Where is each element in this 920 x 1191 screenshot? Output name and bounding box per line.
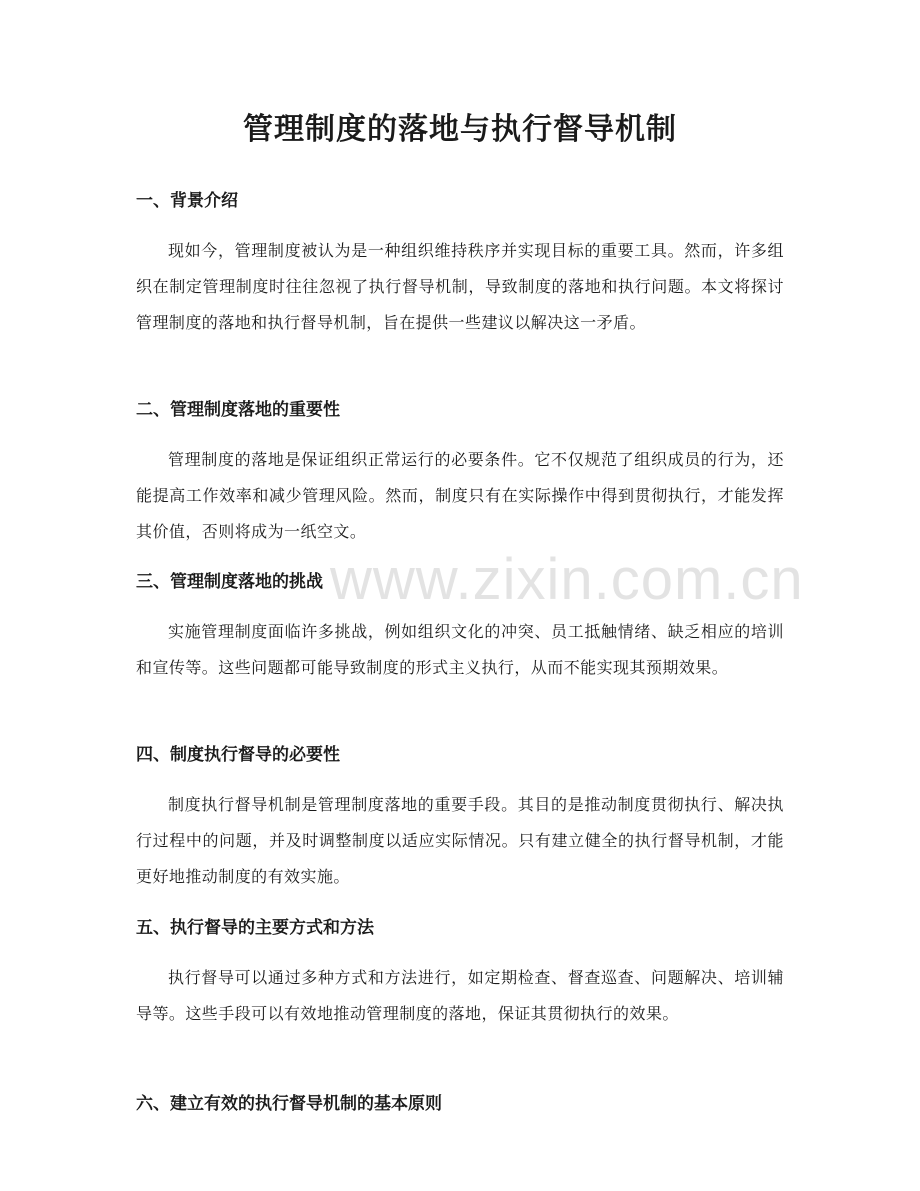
section-heading-2: 二、管理制度落地的重要性	[136, 400, 340, 420]
section-heading-5: 五、执行督导的主要方式和方法	[136, 918, 374, 938]
section-heading-4: 四、制度执行督导的必要性	[136, 745, 340, 765]
section-paragraph-3: 实施管理制度面临许多挑战，例如组织文化的冲突、员工抵触情绪、缺乏相应的培训和宣传等。这些问题都可能导致制度的形式主义执行，从而不能实现其预期效果。	[136, 622, 784, 677]
section-paragraph-5: 执行督导可以通过多种方式和方法进行，如定期检查、督查巡查、问题解决、培训辅导等。这些手段可以有效地推动管理制度的落地，保证其贯彻执行的效果。	[136, 968, 784, 1023]
section-heading-6: 六、建立有效的执行督导机制的基本原则	[136, 1094, 442, 1114]
section-heading-3: 三、管理制度落地的挑战	[136, 572, 323, 592]
document-title: 管理制度的落地与执行督导机制	[243, 112, 677, 147]
section-paragraph-4: 制度执行督导机制是管理制度落地的重要手段。其目的是推动制度贯彻执行、解决执行过程中的问题，并及时调整制度以适应实际情况。只有建立健全的执行督导机制，才能更好地推动制度的有效实施。	[136, 795, 784, 886]
section-paragraph-2: 管理制度的落地是保证组织正常运行的必要条件。它不仅规范了组织成员的行为，还能提高工作效率和减少管理风险。然而，制度只有在实际操作中得到贯彻执行，才能发挥其价值，否则将成为一纸空文。	[136, 450, 784, 541]
section-paragraph-1: 现如今，管理制度被认为是一种组织维持秩序并实现目标的重要工具。然而，许多组织在制定管理制度时往往忽视了执行督导机制，导致制度的落地和执行问题。本文将探讨管理制度的落地和执行督导机制，旨在提供一些建议以解决这一矛盾。	[136, 241, 784, 332]
watermark: www.zixin.com.cn	[330, 547, 804, 612]
section-heading-1: 一、背景介绍	[136, 191, 238, 211]
